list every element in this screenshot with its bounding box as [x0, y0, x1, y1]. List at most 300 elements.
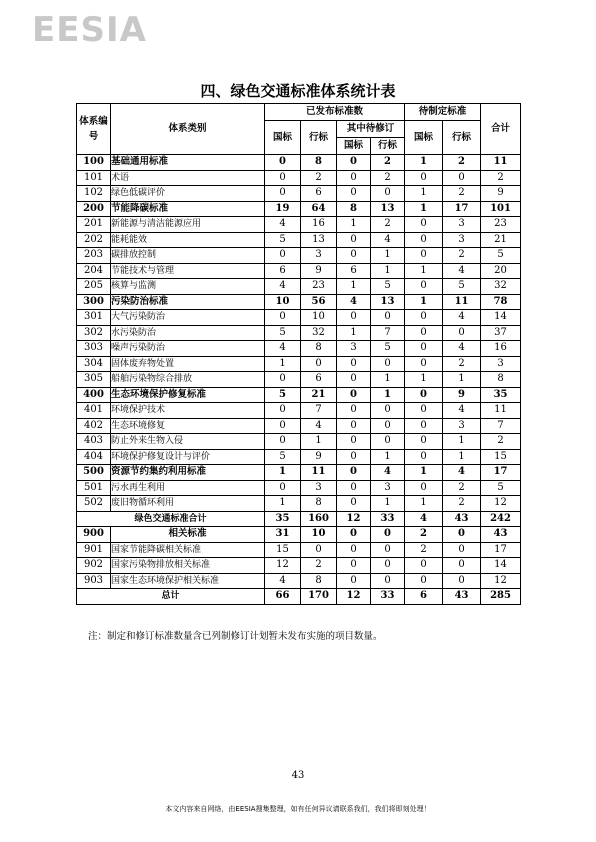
cell-dh: 3 [443, 232, 481, 248]
table-row [77, 155, 521, 171]
table-row [77, 558, 521, 574]
cell-dg: 1 [405, 186, 443, 202]
row-code: 901 [77, 542, 111, 558]
cell-rg: 12 [337, 589, 371, 605]
cell-ph: 4 [301, 418, 337, 434]
cell-pg: 5 [265, 232, 301, 248]
cell-ph: 0 [301, 356, 337, 372]
table-row [77, 542, 521, 558]
header-national: 国标 [265, 121, 301, 155]
row-name: 相关标准 [111, 527, 265, 543]
cell-dg: 0 [405, 558, 443, 574]
cell-dh: 4 [443, 310, 481, 326]
cell-rg: 12 [337, 511, 371, 527]
table-row [77, 263, 521, 279]
row-code: 402 [77, 418, 111, 434]
cell-ph: 21 [301, 387, 337, 403]
cell-pg: 15 [265, 542, 301, 558]
cell-ph: 170 [301, 589, 337, 605]
table-row [77, 248, 521, 264]
row-name: 国家节能降碳相关标准 [111, 542, 265, 558]
cell-rh: 0 [371, 573, 405, 589]
table-row [77, 434, 521, 450]
row-name: 资源节约集约利用标准 [111, 465, 265, 481]
row-code: 300 [77, 294, 111, 310]
header-pending: 待制定标准 [405, 104, 481, 121]
cell-total: 20 [481, 263, 521, 279]
cell-total: 78 [481, 294, 521, 310]
cell-dg: 1 [405, 372, 443, 388]
row-name: 防止外来生物入侵 [111, 434, 265, 450]
cell-rh: 0 [371, 434, 405, 450]
cell-rh: 2 [371, 155, 405, 171]
row-code: 205 [77, 279, 111, 295]
cell-dg: 0 [405, 434, 443, 450]
table-row [77, 186, 521, 202]
cell-ph: 2 [301, 558, 337, 574]
row-code: 102 [77, 186, 111, 202]
cell-rg: 0 [337, 372, 371, 388]
cell-rh: 33 [371, 589, 405, 605]
row-name: 术语 [111, 170, 265, 186]
row-code: 500 [77, 465, 111, 481]
cell-rg: 0 [337, 527, 371, 543]
cell-ph: 6 [301, 372, 337, 388]
cell-rg: 8 [337, 201, 371, 217]
header-pending-national: 国标 [405, 121, 443, 155]
table-row [77, 589, 521, 605]
cell-ph: 56 [301, 294, 337, 310]
row-code: 502 [77, 496, 111, 512]
row-name: 环境保护技术 [111, 403, 265, 419]
table-row [77, 325, 521, 341]
cell-rh: 1 [371, 387, 405, 403]
row-code: 203 [77, 248, 111, 264]
cell-total: 5 [481, 248, 521, 264]
table-row [77, 465, 521, 481]
cell-pg: 35 [265, 511, 301, 527]
cell-ph: 8 [301, 496, 337, 512]
cell-rh: 0 [371, 356, 405, 372]
row-code: 100 [77, 155, 111, 171]
row-name: 大气污染防治 [111, 310, 265, 326]
row-name: 生态环境修复 [111, 418, 265, 434]
cell-dg: 0 [405, 356, 443, 372]
row-code: 304 [77, 356, 111, 372]
cell-dg: 0 [405, 403, 443, 419]
cell-total: 12 [481, 496, 521, 512]
cell-rg: 0 [337, 496, 371, 512]
table-row [77, 217, 521, 233]
cell-ph: 64 [301, 201, 337, 217]
cell-dg: 2 [405, 542, 443, 558]
cell-dh: 0 [443, 542, 481, 558]
header-revising-industry: 行标 [371, 138, 405, 155]
cell-total: 37 [481, 325, 521, 341]
cell-total: 9 [481, 186, 521, 202]
table-row [77, 496, 521, 512]
cell-dg: 1 [405, 263, 443, 279]
cell-ph: 160 [301, 511, 337, 527]
row-name: 基础通用标准 [111, 155, 265, 171]
cell-ph: 10 [301, 527, 337, 543]
cell-pg: 0 [265, 186, 301, 202]
row-code: 202 [77, 232, 111, 248]
cell-dg: 6 [405, 589, 443, 605]
cell-total: 35 [481, 387, 521, 403]
cell-rg: 0 [337, 418, 371, 434]
cell-dh: 0 [443, 527, 481, 543]
cell-rg: 0 [337, 170, 371, 186]
cell-pg: 4 [265, 341, 301, 357]
row-name: 污染防治标准 [111, 294, 265, 310]
cell-dg: 0 [405, 573, 443, 589]
cell-rh: 1 [371, 372, 405, 388]
row-name: 污水再生利用 [111, 480, 265, 496]
row-name: 绿色低碳评价 [111, 186, 265, 202]
row-code: 303 [77, 341, 111, 357]
table-row [77, 387, 521, 403]
cell-rh: 5 [371, 341, 405, 357]
cell-pg: 0 [265, 248, 301, 264]
cell-ph: 8 [301, 341, 337, 357]
table-row [77, 310, 521, 326]
cell-total: 23 [481, 217, 521, 233]
table-row [77, 449, 521, 465]
cell-dh: 1 [443, 434, 481, 450]
cell-rh: 2 [371, 170, 405, 186]
cell-pg: 4 [265, 279, 301, 295]
row-name: 国家生态环境保护相关标准 [111, 573, 265, 589]
cell-rg: 0 [337, 542, 371, 558]
cell-rg: 0 [337, 434, 371, 450]
cell-total: 14 [481, 310, 521, 326]
cell-total: 11 [481, 403, 521, 419]
cell-dh: 11 [443, 294, 481, 310]
cell-total: 242 [481, 511, 521, 527]
page-number: 43 [291, 770, 305, 781]
row-name: 节能降碳标准 [111, 201, 265, 217]
cell-rh: 13 [371, 294, 405, 310]
table-row [77, 279, 521, 295]
row-code: 501 [77, 480, 111, 496]
row-name: 能耗能效 [111, 232, 265, 248]
row-code: 305 [77, 372, 111, 388]
cell-pg: 0 [265, 418, 301, 434]
cell-rh: 4 [371, 465, 405, 481]
cell-dg: 0 [405, 248, 443, 264]
row-code: 400 [77, 387, 111, 403]
cell-pg: 0 [265, 434, 301, 450]
cell-rg: 0 [337, 186, 371, 202]
cell-dh: 2 [443, 248, 481, 264]
row-code: 101 [77, 170, 111, 186]
cell-dg: 0 [405, 480, 443, 496]
table-row [77, 418, 521, 434]
cell-pg: 12 [265, 558, 301, 574]
row-code: 302 [77, 325, 111, 341]
standards-table [76, 103, 521, 605]
cell-rh: 0 [371, 527, 405, 543]
cell-dh: 43 [443, 589, 481, 605]
row-name: 水污染防治 [111, 325, 265, 341]
cell-ph: 3 [301, 480, 337, 496]
cell-total: 15 [481, 449, 521, 465]
row-code: 200 [77, 201, 111, 217]
table-row [77, 341, 521, 357]
cell-pg: 4 [265, 217, 301, 233]
cell-pg: 0 [265, 480, 301, 496]
cell-rh: 1 [371, 449, 405, 465]
cell-ph: 9 [301, 263, 337, 279]
cell-rg: 1 [337, 279, 371, 295]
cell-total: 16 [481, 341, 521, 357]
table-row [77, 511, 521, 527]
cell-rh: 3 [371, 480, 405, 496]
row-name: 总计 [77, 589, 265, 605]
cell-dh: 2 [443, 186, 481, 202]
cell-pg: 1 [265, 496, 301, 512]
cell-rg: 0 [337, 387, 371, 403]
cell-dh: 2 [443, 155, 481, 171]
cell-dg: 0 [405, 232, 443, 248]
table-row [77, 527, 521, 543]
cell-dh: 9 [443, 387, 481, 403]
cell-ph: 8 [301, 573, 337, 589]
cell-rh: 1 [371, 496, 405, 512]
cell-rg: 0 [337, 480, 371, 496]
cell-rg: 3 [337, 341, 371, 357]
table-row [77, 232, 521, 248]
cell-pg: 31 [265, 527, 301, 543]
cell-ph: 32 [301, 325, 337, 341]
cell-rh: 4 [371, 232, 405, 248]
row-name: 国家污染物排放相关标准 [111, 558, 265, 574]
row-code: 301 [77, 310, 111, 326]
cell-pg: 0 [265, 155, 301, 171]
row-name: 噪声污染防治 [111, 341, 265, 357]
cell-dg: 0 [405, 170, 443, 186]
cell-ph: 7 [301, 403, 337, 419]
cell-total: 2 [481, 434, 521, 450]
cell-ph: 3 [301, 248, 337, 264]
logo: EESIA [32, 10, 147, 50]
header-pending-industry: 行标 [443, 121, 481, 155]
cell-dh: 4 [443, 263, 481, 279]
row-name: 船舶污染物综合排放 [111, 372, 265, 388]
cell-rg: 0 [337, 248, 371, 264]
cell-dh: 0 [443, 558, 481, 574]
cell-dh: 2 [443, 356, 481, 372]
cell-dg: 0 [405, 279, 443, 295]
cell-ph: 13 [301, 232, 337, 248]
cell-ph: 1 [301, 434, 337, 450]
cell-dg: 0 [405, 325, 443, 341]
header-published: 已发布标准数 [265, 104, 405, 121]
cell-rh: 0 [371, 558, 405, 574]
cell-dh: 4 [443, 341, 481, 357]
cell-dh: 4 [443, 465, 481, 481]
row-code: 903 [77, 573, 111, 589]
cell-pg: 5 [265, 449, 301, 465]
table-row [77, 372, 521, 388]
cell-rg: 4 [337, 294, 371, 310]
cell-ph: 6 [301, 186, 337, 202]
header-industry: 行标 [301, 121, 337, 155]
cell-ph: 2 [301, 170, 337, 186]
cell-rg: 0 [337, 403, 371, 419]
cell-pg: 6 [265, 263, 301, 279]
cell-pg: 0 [265, 403, 301, 419]
header-revising: 其中待修订 [337, 121, 405, 138]
cell-ph: 16 [301, 217, 337, 233]
cell-dh: 43 [443, 511, 481, 527]
cell-total: 11 [481, 155, 521, 171]
row-code: 902 [77, 558, 111, 574]
cell-rg: 0 [337, 155, 371, 171]
cell-dh: 2 [443, 496, 481, 512]
cell-total: 5 [481, 480, 521, 496]
cell-ph: 9 [301, 449, 337, 465]
cell-dg: 1 [405, 201, 443, 217]
cell-rg: 0 [337, 356, 371, 372]
cell-dg: 4 [405, 511, 443, 527]
cell-dh: 4 [443, 403, 481, 419]
cell-total: 12 [481, 573, 521, 589]
cell-total: 285 [481, 589, 521, 605]
cell-total: 2 [481, 170, 521, 186]
cell-dg: 1 [405, 155, 443, 171]
row-name: 节能技术与管理 [111, 263, 265, 279]
cell-rg: 0 [337, 310, 371, 326]
cell-dg: 1 [405, 496, 443, 512]
cell-dg: 1 [405, 465, 443, 481]
cell-pg: 1 [265, 465, 301, 481]
cell-rh: 0 [371, 418, 405, 434]
cell-dg: 0 [405, 387, 443, 403]
cell-rh: 0 [371, 186, 405, 202]
cell-pg: 0 [265, 372, 301, 388]
cell-rh: 1 [371, 263, 405, 279]
cell-pg: 5 [265, 325, 301, 341]
cell-ph: 10 [301, 310, 337, 326]
header-code: 体系编号 [77, 104, 111, 155]
cell-rh: 33 [371, 511, 405, 527]
row-code: 201 [77, 217, 111, 233]
header-category: 体系类别 [111, 104, 265, 155]
cell-total: 101 [481, 201, 521, 217]
row-name: 废旧物循环利用 [111, 496, 265, 512]
cell-dg: 0 [405, 418, 443, 434]
cell-total: 3 [481, 356, 521, 372]
cell-pg: 4 [265, 573, 301, 589]
row-name: 新能源与清洁能源应用 [111, 217, 265, 233]
cell-pg: 0 [265, 170, 301, 186]
cell-pg: 5 [265, 387, 301, 403]
cell-pg: 19 [265, 201, 301, 217]
cell-pg: 0 [265, 310, 301, 326]
cell-dh: 5 [443, 279, 481, 295]
row-code: 403 [77, 434, 111, 450]
cell-rh: 13 [371, 201, 405, 217]
row-name: 碳排放控制 [111, 248, 265, 264]
cell-dh: 3 [443, 418, 481, 434]
cell-pg: 1 [265, 356, 301, 372]
cell-ph: 0 [301, 542, 337, 558]
cell-rg: 0 [337, 558, 371, 574]
cell-total: 8 [481, 372, 521, 388]
row-name: 核算与监测 [111, 279, 265, 295]
footnote: 注：制定和修订标准数量含已列制修订计划暂未发布实施的项目数量。 [88, 631, 383, 642]
cell-ph: 11 [301, 465, 337, 481]
cell-dh: 17 [443, 201, 481, 217]
cell-rg: 6 [337, 263, 371, 279]
cell-ph: 8 [301, 155, 337, 171]
cell-dh: 0 [443, 573, 481, 589]
table-row [77, 356, 521, 372]
table-row [77, 403, 521, 419]
cell-rh: 0 [371, 542, 405, 558]
row-code: 404 [77, 449, 111, 465]
row-code: 204 [77, 263, 111, 279]
cell-ph: 23 [301, 279, 337, 295]
cell-rh: 0 [371, 310, 405, 326]
cell-dh: 0 [443, 325, 481, 341]
table-row [77, 201, 521, 217]
footer-disclaimer: 本文内容来自网络，由EESIA搜集整理，如有任何异议请联系我们，我们将即刻处理！ [165, 805, 431, 813]
cell-pg: 10 [265, 294, 301, 310]
cell-total: 17 [481, 542, 521, 558]
cell-rh: 5 [371, 279, 405, 295]
table-row [77, 170, 521, 186]
cell-total: 7 [481, 418, 521, 434]
cell-dh: 3 [443, 217, 481, 233]
cell-total: 43 [481, 527, 521, 543]
cell-total: 32 [481, 279, 521, 295]
cell-rg: 1 [337, 325, 371, 341]
row-code: 401 [77, 403, 111, 419]
cell-dg: 0 [405, 341, 443, 357]
cell-dg: 2 [405, 527, 443, 543]
header-revising-national: 国标 [337, 138, 371, 155]
table-row [77, 480, 521, 496]
cell-rg: 0 [337, 465, 371, 481]
cell-rg: 0 [337, 232, 371, 248]
table-row [77, 573, 521, 589]
cell-dh: 1 [443, 372, 481, 388]
cell-rh: 7 [371, 325, 405, 341]
cell-dg: 0 [405, 449, 443, 465]
cell-rg: 0 [337, 573, 371, 589]
cell-total: 14 [481, 558, 521, 574]
row-name: 固体废弃物处置 [111, 356, 265, 372]
row-name: 绿色交通标准合计 [77, 511, 265, 527]
row-name: 生态环境保护修复标准 [111, 387, 265, 403]
cell-rg: 0 [337, 449, 371, 465]
table-body [77, 155, 521, 605]
page-title: 四、绿色交通标准体系统计表 [200, 82, 396, 100]
cell-dh: 0 [443, 170, 481, 186]
table-row [77, 294, 521, 310]
cell-dh: 1 [443, 449, 481, 465]
cell-total: 21 [481, 232, 521, 248]
cell-pg: 66 [265, 589, 301, 605]
header-total: 合计 [481, 104, 521, 155]
cell-dg: 0 [405, 310, 443, 326]
cell-rh: 0 [371, 403, 405, 419]
cell-rg: 1 [337, 217, 371, 233]
row-name: 环境保护修复设计与评价 [111, 449, 265, 465]
